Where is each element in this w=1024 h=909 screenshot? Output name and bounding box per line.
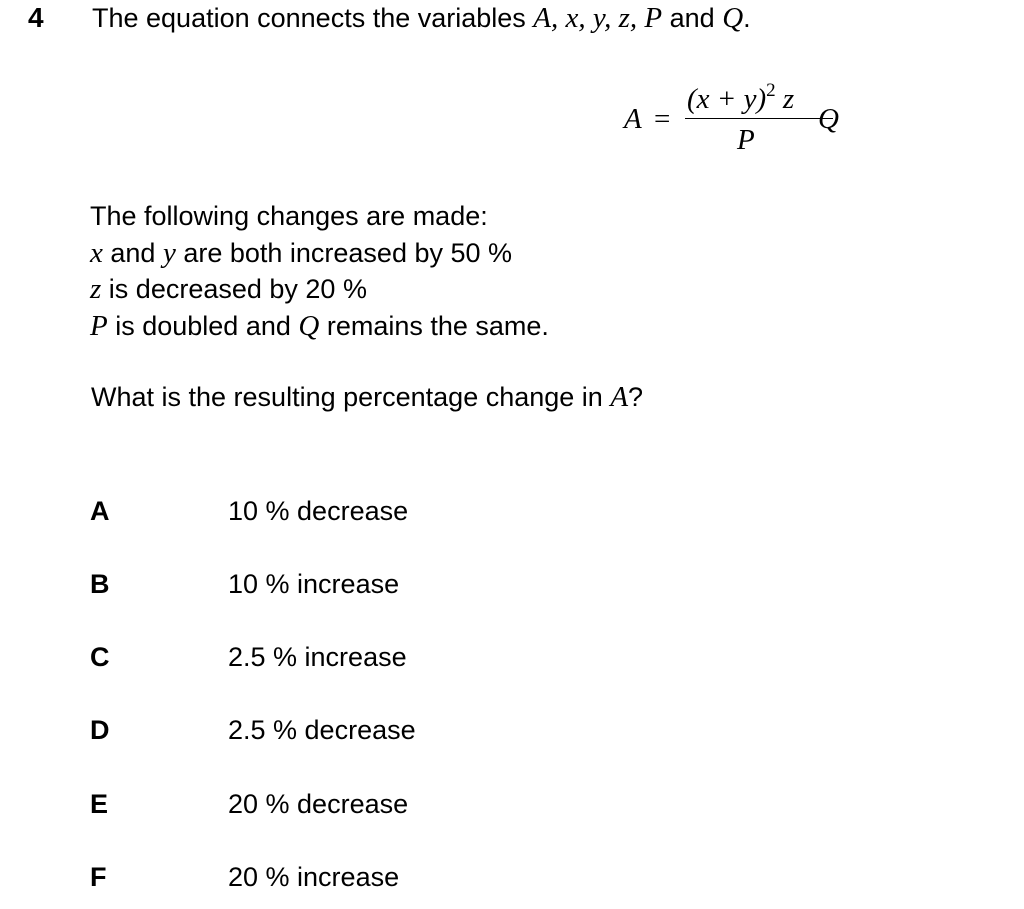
option-a-letter[interactable]: A <box>90 496 110 526</box>
option-d-text[interactable]: 2.5 % decrease <box>228 715 416 745</box>
equation-lhs: A <box>624 103 642 135</box>
var-x: x <box>90 236 103 269</box>
option-f-text[interactable]: 20 % increase <box>228 862 400 892</box>
option-b-letter[interactable]: B <box>90 569 110 599</box>
stem-variable-list: A, x, y, z, P <box>533 2 663 34</box>
question-stem <box>92 2 751 35</box>
and-text: and <box>102 237 163 268</box>
stem-prefix: The equation connects the variables <box>92 3 534 33</box>
option-c-letter[interactable]: C <box>90 642 110 672</box>
stem-conjunction: and <box>662 3 723 33</box>
option-c-text[interactable]: 2.5 % increase <box>228 642 407 672</box>
change-line-z <box>90 271 549 308</box>
change-line-pq <box>90 308 549 345</box>
changes-intro: The following changes are made: <box>90 201 488 231</box>
equation-numerator <box>687 80 794 116</box>
change-z-text: is decreased by 20 % <box>101 274 367 304</box>
var-q: Q <box>298 309 320 342</box>
change-q-text: remains the same. <box>319 310 549 341</box>
changes-block <box>90 198 549 344</box>
var-p: P <box>90 309 108 342</box>
change-xy-text: are both increased by 50 % <box>175 237 513 268</box>
stem-last-variable: Q <box>722 2 744 34</box>
option-e-text[interactable]: 20 % decrease <box>228 789 409 819</box>
question-prompt <box>91 381 643 414</box>
change-line-xy <box>90 235 549 272</box>
numerator-exponent: 2 <box>766 80 776 101</box>
option-e-letter[interactable]: E <box>90 789 109 819</box>
numerator-z: z <box>775 83 795 115</box>
fraction-bar <box>685 118 833 119</box>
prompt-text: What is the resulting percentage change in <box>91 382 611 412</box>
equation-denominator: P <box>737 124 755 156</box>
option-d-letter[interactable]: D <box>90 715 110 745</box>
option-a-text[interactable]: 10 % decrease <box>228 496 409 526</box>
var-z: z <box>90 273 102 305</box>
option-f-letter[interactable]: F <box>90 862 107 892</box>
prompt-end: ? <box>628 382 644 412</box>
question-number: 4 <box>28 2 44 33</box>
prompt-variable: A <box>610 381 629 413</box>
equation <box>622 80 862 170</box>
change-p-text: is doubled and <box>107 310 299 341</box>
equals-sign: = <box>654 103 671 135</box>
var-y: y <box>162 236 176 269</box>
option-b-text[interactable]: 10 % increase <box>228 569 400 599</box>
numerator-sum: (x + y) <box>687 83 767 115</box>
stem-end: . <box>743 3 751 33</box>
equation-rhs: Q <box>818 103 839 135</box>
